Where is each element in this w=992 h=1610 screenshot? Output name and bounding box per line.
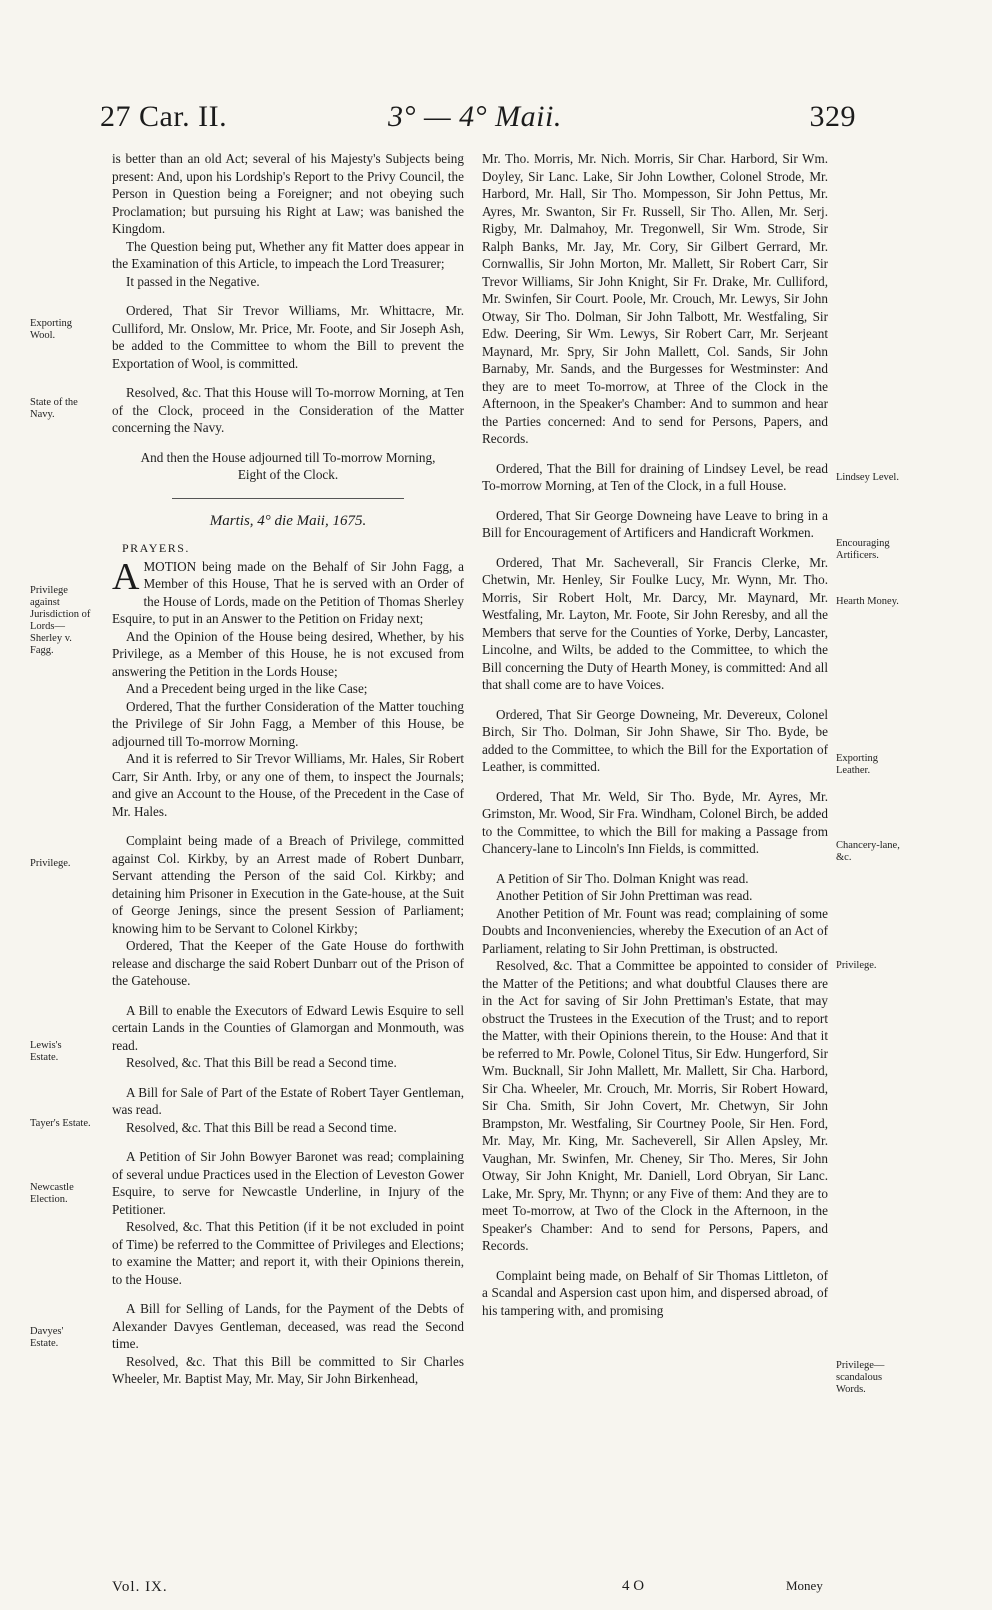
chancery-order: Ordered, That Mr. Weld, Sir Tho. Byde, Mr. Ayres, Mr. Grimston, Mr. Wood, Sir Fra. Windham, Colonel Birch, be added to the Committee, to which the Bill for making a Passage from Chancery-lane to Lincoln's Inn Fields, is committed. bbox=[482, 788, 828, 856]
margin-note-davyes: Davyes' Estate. bbox=[30, 1326, 64, 1349]
margin-note-exporting-wool: Exporting Wool. bbox=[30, 318, 72, 341]
lewis-bill: A Bill to enable the Executors of Edward Lewis Esquire to sell certain Lands in the Counties of Glamorgan and Monmouth, was read. bbox=[112, 1002, 464, 1053]
margin-note-newcastle: Newcastle Election. bbox=[30, 1182, 74, 1205]
leather-order: Ordered, That Sir George Downeing, Mr. Devereux, Colonel Birch, Sir Tho. Dolman, Sir John Shawe, Sir Tho. Byde, be added to the Committee, to which the Bill for the Exportation of Leather, is committed. bbox=[482, 706, 828, 774]
paragraph: It passed in the Negative. bbox=[126, 273, 260, 289]
left-column bbox=[112, 150, 464, 1388]
tayer-bill: A Bill for Sale of Part of the Estate of Robert Tayer Gentleman, was read. bbox=[112, 1084, 464, 1117]
paragraph: Ordered, That the further Consideration of the Matter touching the Privilege of Sir John Fagg, a Member of this House, be adjourned till To-morrow Morning. bbox=[112, 698, 464, 749]
artificers-order: Ordered, That Sir George Downeing have Leave to bring in a Bill for Encouragement of Artificers and Handicraft Workmen. bbox=[482, 507, 828, 540]
volume-mark: Vol. IX. bbox=[112, 1579, 168, 1595]
signature-mark: 4 O bbox=[622, 1578, 645, 1594]
paragraph: And the Opinion of the House being desired, Whether, by his Privilege, as a Member of this House, he is not excused from answering the Petition in the Lords House; bbox=[112, 628, 464, 679]
regnal-year: 27 Car. II. bbox=[100, 100, 228, 133]
littleton-complaint: Complaint being made, on Behalf of Sir Thomas Littleton, of a Scandal and Aspersion cast upon him, and dispersed abroad, of his tampering with, and promising bbox=[482, 1267, 828, 1318]
margin-note-artificers: Encouraging Artificers. bbox=[836, 538, 890, 561]
page-header bbox=[0, 100, 992, 146]
lewis-resolution: Resolved, &c. That this Bill be read a Second time. bbox=[126, 1055, 397, 1070]
prayers-heading: PRAYERS. bbox=[122, 541, 190, 555]
margin-note-lindsey: Lindsey Level. bbox=[836, 472, 899, 483]
margin-note-tayer: Tayer's Estate. bbox=[30, 1118, 91, 1129]
margin-note-privilege-lords: Privilege against Jurisdiction of Lords—Sherley v. Fagg. bbox=[30, 585, 91, 656]
paragraph: is better than an old Act; several of his Majesty's Subjects being present: And, upon his Lordship's Report to the Privy Council, the Person in Question being a Foreigner; and not obeying such Proclamation; but pursuing his Right at Law; was banished the Kingdom. bbox=[112, 151, 464, 236]
paragraph: And a Precedent being urged in the like Case; bbox=[126, 681, 368, 696]
newcastle-resolution: Resolved, &c. That this Petition (if it be not excluded in point of Time) be referred to the Committee of Privileges and Elections; to examine the Matter; and report it, with their Opinions therein, to the House. bbox=[112, 1219, 464, 1287]
lindsey-order: Ordered, That the Bill for draining of Lindsey Level, be read To-morrow Morning, at Ten of the Clock, in a full House. bbox=[482, 460, 828, 493]
petition-dolman: A Petition of Sir Tho. Dolman Knight was read. bbox=[496, 870, 749, 886]
petitions-resolution: Resolved, &c. That a Committee be appointed to consider of the Matter of the Petitions; and what doubtful Clauses there are in the Act for saving of Sir John Prettiman's Estate, that may obstruct the Trustees in the Execution of the Trust; and to report the Matter, with their Opinions therein, to the House: And that it be referred to Mr. Powle, Colonel Titus, Sir Edw. Hungerford, Sir Wm. Bucknall, Sir John Mallett, Mr. Mallett, Sir Cha. Harbord, Sir Cha. Wheeler, Mr. Crouch, Mr. Morris, Sir Robert Howard, Sir Cha. Smith, Sir John Covert, Mr. Chetwyn, Sir John Brampston, Mr. Westfaling, Sir Courtney Poole, Sir Hen. Ford, Mr. May, Mr. King, Mr. Sacheverell, Sir Allen Apsley, Mr. Vaughan, Mr. Swinfen, Mr. Cheney, Sir Tho. Meres, Sir John Otway, Sir John Knight, Mr. Daniell, Lord Obryan, Sir Lanc. Lake, Mr. Spry, Mr. Thynn; or any Five of them: And they are to meet To-morrow, at Two of the Clock in the Afternoon, in the Speaker's Chamber: And to send for Persons, Papers, and Records. bbox=[482, 958, 829, 1253]
committee-list: Mr. Tho. Morris, Mr. Nich. Morris, Sir Char. Harbord, Sir Wm. Doyley, Sir Lanc. Lake, Sir John Lowther, Colonel Strode, Mr. Harbord, Mr. Hall, Sir Tho. Mompesson, Sir John Pettus, Mr. Ayres, Mr. Swanton, Sir Fr. Russell, Sir Tho. Allen, Mr. Serj. Rigby, Mr. Dalmahoy, Mr. Tregonwell, Sir Wm. Strode, Sir Ralph Banks, Mr. Jay, Mr. Cory, Sir Gilbert Gerrard, Mr. Cornwallis, Sir John Morton, Mr. Mallett, Sir Robert Carr, Sir Trevor Williams, Sir John Knight, Sir Fr. Drake, Mr. Culliford, Mr. Swinfen, Sir Court. Poole, Mr. Crouch, Mr. Lewys, Sir John Otway, Sir Tho. Dolman, Sir John Talbott, Mr. Westfaling, Sir Edw. Deering, Sir Wm. Lewys, Sir Robert Carr, Mr. Serjeant Maynard, Mr. Spry, Sir John Mallett, Col. Sands, Sir John Barnaby, Mr. Sands, and the Burgesses for Westminster: And they are to meet To-morrow, at Three of the Clock in the Afternoon, in the Speaker's Chamber: And to summon and hear the Parties concerned: And to send for Persons, Papers, and Records. bbox=[482, 151, 828, 446]
margin-note-leather: Exporting Leather. bbox=[836, 753, 878, 776]
paragraph: The Question being put, Whether any fit Matter does appear in the Examination of this Article, to impeach the Lord Treasurer; bbox=[112, 238, 464, 271]
margin-note-privilege: Privilege. bbox=[30, 858, 71, 869]
paragraph: And it is referred to Sir Trevor Williams, Mr. Hales, Sir Robert Carr, Sir Anth. Irby, or any one of them, to inspect the Journals; and give an Account to the House, of the Precedent in the Case of Mr. Hales. bbox=[112, 751, 464, 819]
privilege-complaint: Complaint being made of a Breach of Privilege, committed against Col. Kirkby, by an Arrest made of Robert Dunbarr, Servant attending the Person of the said Col. Kirkby; and detaining him Prisoner in Execution in the Gate-house, at the Suit of George Jenings, since the present Session of Parliament; knowing him to be Servant to Colonel Kirkby; bbox=[112, 833, 464, 936]
margin-note-scandal: Privilege—scandalous Words. bbox=[836, 1360, 885, 1395]
margin-note-privilege-right: Privilege. bbox=[836, 960, 877, 971]
privilege-order: Ordered, That the Keeper of the Gate House do forthwith release and discharge the said Robert Dunbarr out of the Prison of the Gatehouse. bbox=[112, 938, 464, 988]
right-column bbox=[482, 150, 828, 1319]
margin-note-lewis: Lewis's Estate. bbox=[30, 1040, 62, 1063]
dateline: Martis, 4° die Maii, 1675. bbox=[209, 512, 367, 529]
motion-text: MOTION being made on the Behalf of Sir John Fagg, a Member of this House, That he is served with an Order of the House of Lords, made on the Petition of Thomas Sherley Esquire, to put in an Answer to the Petition on Friday next; bbox=[112, 558, 464, 626]
margin-note-hearth: Hearth Money. bbox=[836, 596, 899, 607]
catchword: Money bbox=[786, 1578, 823, 1593]
navy-resolution: Resolved, &c. That this House will To-morrow Morning, at Ten of the Clock, proceed in the Consideration of the Matter concerning the Navy. bbox=[112, 385, 464, 435]
margin-note-state-navy: State of the Navy. bbox=[30, 397, 78, 420]
drop-cap: A bbox=[112, 555, 140, 598]
davyes-bill: A Bill for Selling of Lands, for the Payment of the Debts of Alexander Davyes Gentleman, deceased, was read the Second time. bbox=[112, 1301, 464, 1351]
wool-order: Ordered, That Sir Trevor Williams, Mr. Whittacre, Mr. Culliford, Mr. Onslow, Mr. Price, Mr. Foote, and Sir Joseph Ash, be added to the Committee to whom the Bill to prevent the Exportation of Wool, is committed. bbox=[112, 303, 464, 371]
page-number: 329 bbox=[809, 100, 856, 133]
tayer-resolution: Resolved, &c. That this Bill be read a Second time. bbox=[126, 1119, 397, 1135]
newcastle-petition: A Petition of Sir John Bowyer Baronet was read; complaining of several undue Practices used in the Election of Leveston Gower Esquire, to serve for Newcastle Underline, in Injury of the Petitioner. bbox=[112, 1149, 464, 1217]
davyes-resolution: Resolved, &c. That this Bill be committed to Sir Charles Wheeler, Mr. Baptist May, Mr. May, Sir John Birkenhead, bbox=[112, 1353, 464, 1386]
adjournment: And then the House adjourned till To-morrow Morning, Eight of the Clock. bbox=[140, 449, 436, 482]
hearth-order: Ordered, That Mr. Sacheverall, Sir Francis Clerke, Mr. Chetwin, Mr. Henley, Sir Foulke Lucy, Mr. Wynn, Mr. Tho. Morris, Sir Robert Holt, Mr. Darcy, Mr. Maynard, Mr. Westfaling, Mr. Layton, Mr. Foote, Sir John Reresby, and all the Members that serve for the Counties of Yorke, Derby, Lancaster, Lincolne, and Wilts, be added to the Committee, to which the Bill concerning the Duty of Hearth Money, is committed: And all that shall come are to have Voices. bbox=[482, 554, 828, 692]
petition-prettiman: Another Petition of Sir John Prettiman was read. bbox=[496, 888, 753, 903]
petition-fount: Another Petition of Mr. Fount was read; complaining of some Doubts and Inconveniencies, whereby the Execution of an Act of Parliament, relating to Sir John Prettiman, is obstructed. bbox=[482, 905, 828, 956]
margin-note-chancery: Chancery-lane, &c. bbox=[836, 840, 900, 863]
section-divider bbox=[172, 498, 404, 499]
date-range: 3° — 4° Maii. bbox=[388, 100, 562, 133]
